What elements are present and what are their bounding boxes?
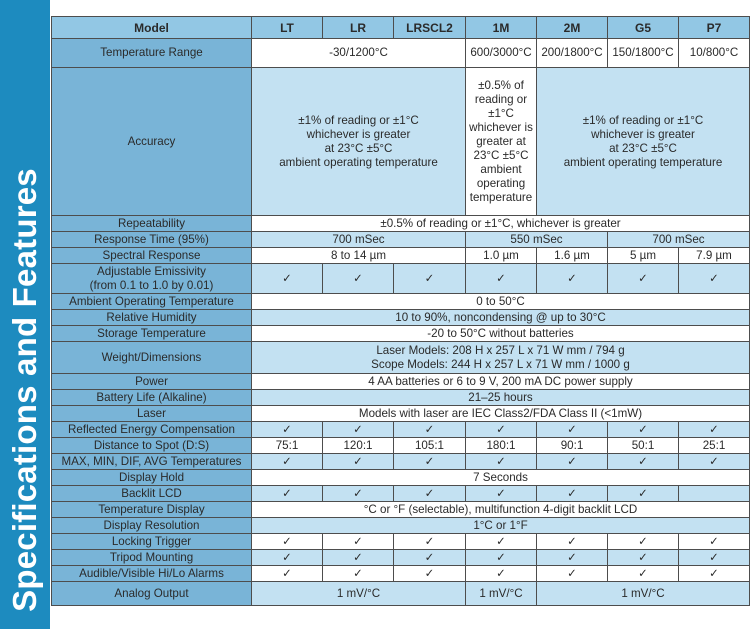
cell-value: 90:1 xyxy=(537,438,608,454)
cell-value: 550 mSec xyxy=(466,232,608,248)
sidebar-band xyxy=(0,0,50,629)
check-mark: ✓ xyxy=(252,550,323,566)
row-label: Repeatability xyxy=(52,216,252,232)
check-mark: ✓ xyxy=(679,550,750,566)
cell-value: 0 to 50°C xyxy=(252,294,750,310)
cell-value: 1°C or 1°F xyxy=(252,518,750,534)
cell-value: 600/3000°C xyxy=(466,39,537,68)
cell-line: operating xyxy=(476,176,526,190)
check-mark: ✓ xyxy=(537,550,608,566)
model-p7-header: P7 xyxy=(679,17,750,39)
row-label: Analog Output xyxy=(52,582,252,606)
check-mark: ✓ xyxy=(466,264,537,294)
cell-value: 7.9 µm xyxy=(679,248,750,264)
cell-value: 21–25 hours xyxy=(252,390,750,406)
row-label xyxy=(52,264,252,294)
row-label: Spectral Response xyxy=(52,248,252,264)
row-label: Accuracy xyxy=(52,68,252,216)
cell-value: 5 µm xyxy=(608,248,679,264)
row-label: Display Resolution xyxy=(52,518,252,534)
row-label: Display Hold xyxy=(52,470,252,486)
check-mark: ✓ xyxy=(608,550,679,566)
cell-line: at 23°C ±5°C xyxy=(324,141,393,155)
check-mark: ✓ xyxy=(679,264,750,294)
row-label: Ambient Operating Temperature xyxy=(52,294,252,310)
cell-value: 4 AA batteries or 6 to 9 V, 200 mA DC power supply xyxy=(252,374,750,390)
check-mark: ✓ xyxy=(252,454,323,470)
row-weight xyxy=(52,342,750,374)
row-label: Reflected Energy Compensation xyxy=(52,422,252,438)
check-mark: ✓ xyxy=(608,422,679,438)
check-mark: ✓ xyxy=(608,486,679,502)
cell-value: 10 to 90%, noncondensing @ up to 30°C xyxy=(252,310,750,326)
cell-value: 120:1 xyxy=(323,438,394,454)
check-mark: ✓ xyxy=(394,264,466,294)
check-mark: ✓ xyxy=(323,486,394,502)
row-label: Relative Humidity xyxy=(52,310,252,326)
row-label: Distance to Spot (D:S) xyxy=(52,438,252,454)
row-laser xyxy=(52,406,750,422)
check-mark: ✓ xyxy=(466,566,537,582)
cell-value: 1.0 µm xyxy=(466,248,537,264)
row-label: Temperature Display xyxy=(52,502,252,518)
model-header: Model xyxy=(52,17,252,39)
check-mark: ✓ xyxy=(608,566,679,582)
cell-value: 10/800°C xyxy=(679,39,750,68)
cell-value: 1 mV/°C xyxy=(537,582,750,606)
row-tripod xyxy=(52,550,750,566)
row-display-resolution xyxy=(52,518,750,534)
check-mark: ✓ xyxy=(252,486,323,502)
check-mark: ✓ xyxy=(323,550,394,566)
row-temp-display xyxy=(52,502,750,518)
cell-value: 105:1 xyxy=(394,438,466,454)
check-mark: ✓ xyxy=(394,454,466,470)
row-humidity xyxy=(52,310,750,326)
check-mark: ✓ xyxy=(537,566,608,582)
check-mark: ✓ xyxy=(323,264,394,294)
row-power xyxy=(52,374,750,390)
cell-line: Scope Models: 244 H x 257 L x 71 W mm / 1000 g xyxy=(371,357,630,371)
cell-line: 23°C ±5°C xyxy=(473,148,529,162)
cell-accuracy-2m-p7 xyxy=(537,68,750,216)
cell-value: 75:1 xyxy=(252,438,323,454)
cell-value: 8 to 14 µm xyxy=(252,248,466,264)
check-mark: ✓ xyxy=(323,566,394,582)
check-mark: ✓ xyxy=(323,454,394,470)
check-mark: ✓ xyxy=(537,534,608,550)
row-backlit-lcd xyxy=(52,486,750,502)
check-mark: ✓ xyxy=(679,566,750,582)
row-distance-to-spot xyxy=(52,438,750,454)
check-mark: ✓ xyxy=(537,264,608,294)
row-temperature-range xyxy=(52,39,750,68)
cell-line: whichever is greater xyxy=(306,127,411,141)
cell-line: ambient operating temperature xyxy=(563,155,723,169)
cell-value: °C or °F (selectable), multifunction 4-digit backlit LCD xyxy=(252,502,750,518)
row-spectral-response xyxy=(52,248,750,264)
row-label: MAX, MIN, DIF, AVG Temperatures xyxy=(52,454,252,470)
cell-value: 7 Seconds xyxy=(252,470,750,486)
row-label: Power xyxy=(52,374,252,390)
row-locking-trigger xyxy=(52,534,750,550)
row-label: Temperature Range xyxy=(52,39,252,68)
check-mark: ✓ xyxy=(252,264,323,294)
cell-line: ambient xyxy=(480,162,522,176)
check-mark: ✓ xyxy=(394,422,466,438)
header-row xyxy=(52,17,750,39)
row-reflected-energy xyxy=(52,422,750,438)
cell-value: 180:1 xyxy=(466,438,537,454)
check-mark: ✓ xyxy=(394,566,466,582)
cell-value: -20 to 50°C without batteries xyxy=(252,326,750,342)
check-mark: ✓ xyxy=(466,422,537,438)
check-mark: ✓ xyxy=(466,454,537,470)
row-label-line: (from 0.1 to 1.0 by 0.01) xyxy=(89,278,214,292)
cell-line: temperature xyxy=(469,190,533,204)
row-accuracy xyxy=(52,68,750,216)
cell-line: ±1% of reading or ±1°C xyxy=(582,113,704,127)
row-label: Response Time (95%) xyxy=(52,232,252,248)
check-mark: ✓ xyxy=(394,550,466,566)
check-mark: ✓ xyxy=(466,534,537,550)
row-analog-output xyxy=(52,582,750,606)
row-label: Battery Life (Alkaline) xyxy=(52,390,252,406)
spec-table xyxy=(51,16,750,606)
check-mark: ✓ xyxy=(394,534,466,550)
sidebar-title: Specifications and Features xyxy=(6,168,43,612)
check-mark: ✓ xyxy=(466,550,537,566)
row-label-line: Adjustable Emissivity xyxy=(97,264,206,278)
row-label: Audible/Visible Hi/Lo Alarms xyxy=(52,566,252,582)
cell-accuracy-1m xyxy=(466,68,537,216)
check-mark: ✓ xyxy=(323,534,394,550)
check-mark: ✓ xyxy=(252,422,323,438)
cell-value: -30/1200°C xyxy=(252,39,466,68)
cell-value: Models with laser are IEC Class2/FDA Class II (<1mW) xyxy=(252,406,750,422)
cell-value: 700 mSec xyxy=(252,232,466,248)
empty-cell xyxy=(679,486,750,502)
row-label: Tripod Mounting xyxy=(52,550,252,566)
cell-value: 1 mV/°C xyxy=(466,582,537,606)
row-display-hold xyxy=(52,470,750,486)
row-max-min xyxy=(52,454,750,470)
check-mark: ✓ xyxy=(323,422,394,438)
model-lt-header: LT xyxy=(252,17,323,39)
check-mark: ✓ xyxy=(537,454,608,470)
row-label: Laser xyxy=(52,406,252,422)
cell-line: reading or xyxy=(474,92,528,106)
cell-value: ±0.5% of reading or ±1°C, whichever is greater xyxy=(252,216,750,232)
row-label: Storage Temperature xyxy=(52,326,252,342)
cell-line: ±0.5% of xyxy=(478,78,524,92)
model-2m-header: 2M xyxy=(537,17,608,39)
row-alarms xyxy=(52,566,750,582)
cell-value xyxy=(252,342,750,374)
cell-line: whichever is greater xyxy=(591,127,695,141)
cell-line: whichever is xyxy=(469,120,533,134)
row-label: Backlit LCD xyxy=(52,486,252,502)
check-mark: ✓ xyxy=(252,534,323,550)
row-ambient-temp xyxy=(52,294,750,310)
check-mark: ✓ xyxy=(679,454,750,470)
cell-value: 200/1800°C xyxy=(537,39,608,68)
check-mark: ✓ xyxy=(679,422,750,438)
check-mark: ✓ xyxy=(466,486,537,502)
model-g5-header: G5 xyxy=(608,17,679,39)
cell-line: ambient operating temperature xyxy=(279,155,438,169)
check-mark: ✓ xyxy=(608,534,679,550)
check-mark: ✓ xyxy=(252,566,323,582)
cell-accuracy-lt-lrscl2 xyxy=(252,68,466,216)
row-repeatability xyxy=(52,216,750,232)
row-label: Locking Trigger xyxy=(52,534,252,550)
check-mark: ✓ xyxy=(394,486,466,502)
row-emissivity xyxy=(52,264,750,294)
cell-value: 1 mV/°C xyxy=(252,582,466,606)
row-battery-life xyxy=(52,390,750,406)
check-mark: ✓ xyxy=(679,534,750,550)
cell-value: 700 mSec xyxy=(608,232,750,248)
cell-value: 150/1800°C xyxy=(608,39,679,68)
check-mark: ✓ xyxy=(537,486,608,502)
model-lrscl2-header: LRSCL2 xyxy=(394,17,466,39)
cell-line: ±1°C xyxy=(488,106,514,120)
cell-line: Laser Models: 208 H x 257 L x 71 W mm / 794 g xyxy=(376,343,625,357)
cell-line: greater at xyxy=(476,134,526,148)
row-response-time xyxy=(52,232,750,248)
cell-value: 50:1 xyxy=(608,438,679,454)
row-storage-temp xyxy=(52,326,750,342)
check-mark: ✓ xyxy=(608,264,679,294)
row-label: Weight/Dimensions xyxy=(52,342,252,374)
check-mark: ✓ xyxy=(608,454,679,470)
check-mark: ✓ xyxy=(537,422,608,438)
cell-line: at 23°C ±5°C xyxy=(609,141,677,155)
model-lr-header: LR xyxy=(323,17,394,39)
cell-value: 1.6 µm xyxy=(537,248,608,264)
cell-value: 25:1 xyxy=(679,438,750,454)
cell-line: ±1% of reading or ±1°C xyxy=(298,113,419,127)
model-1m-header: 1M xyxy=(466,17,537,39)
